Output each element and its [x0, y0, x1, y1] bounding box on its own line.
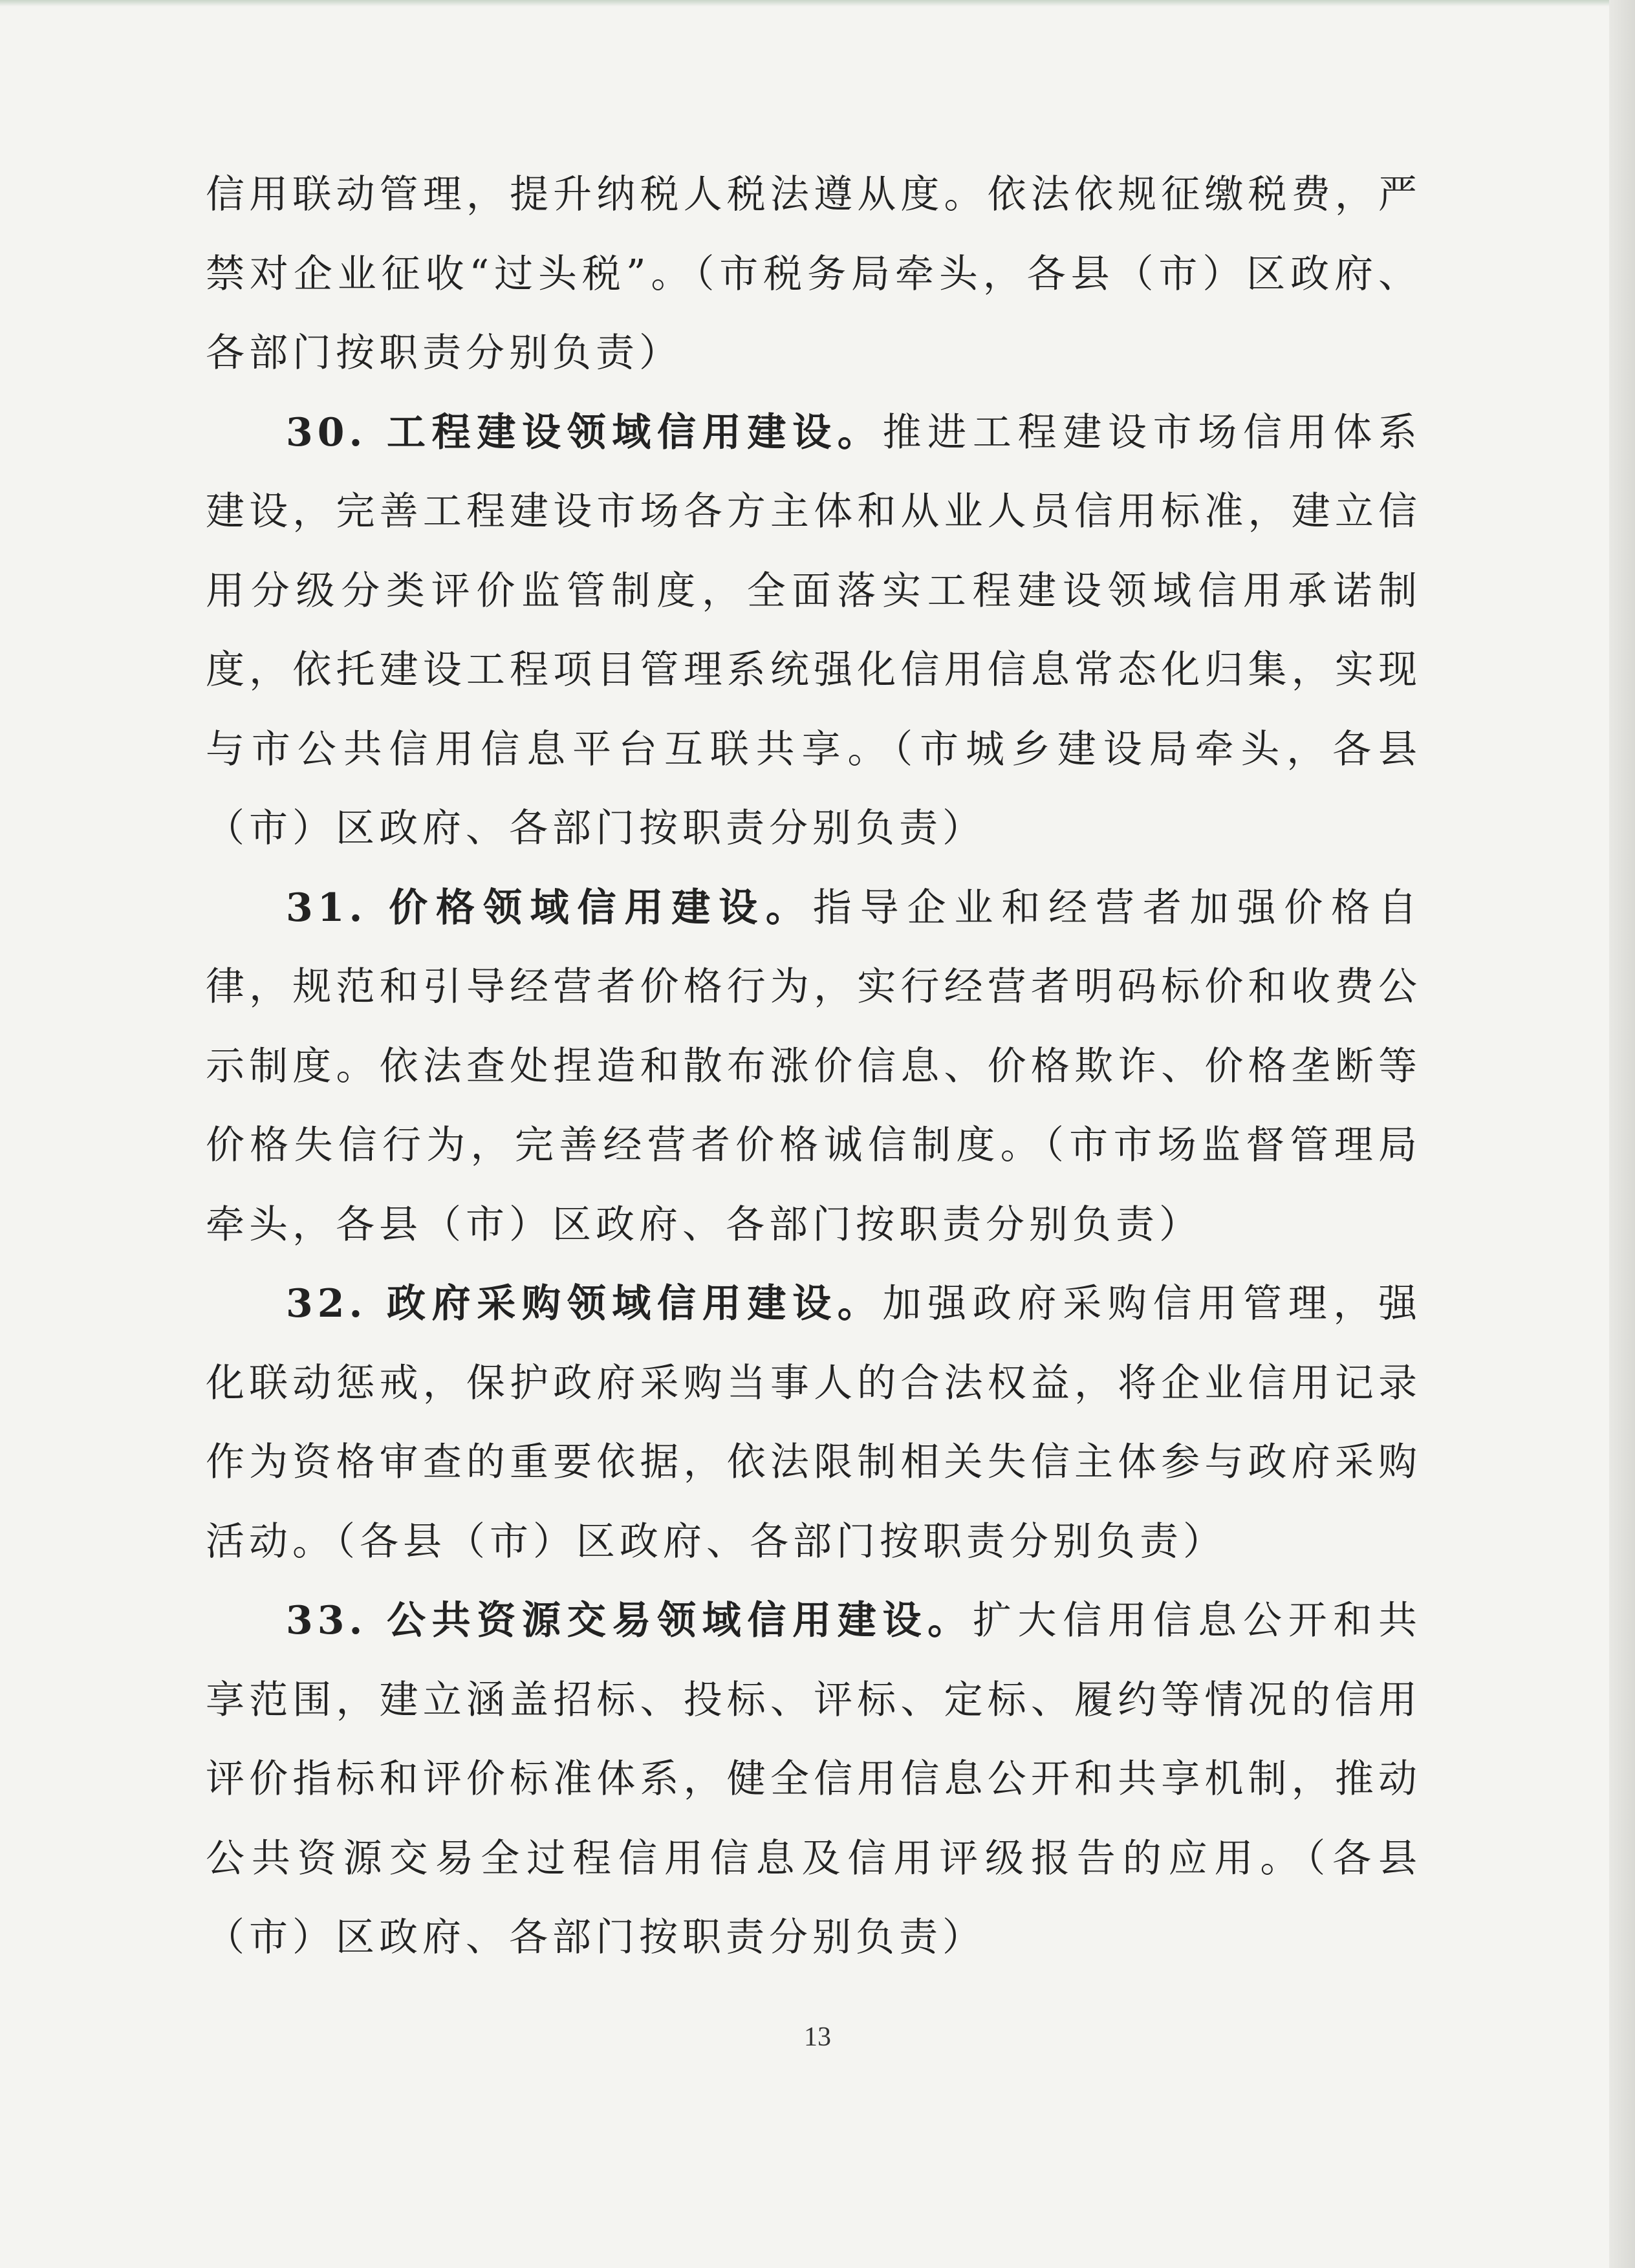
- scan-edge-right: [1609, 0, 1635, 2268]
- paragraph-body: 扩大信用信息公开和共享范围，建立涵盖招标、投标、评标、定标、履约等情况的信用评价指标和评价标准体系，健全信用信息公开和共享机制，推动公共资源交易全过程信用信息及信用评级报告的应用。（各县（市）区政府、各部门按职责分别负责）: [206, 1598, 1422, 1960]
- paragraph-item-30: [206, 393, 1422, 869]
- paragraph-heading: 32. 政府采购领域信用建设。: [286, 1281, 883, 1326]
- paragraph-item-32: [206, 1264, 1422, 1581]
- paragraph-heading: 33. 公共资源交易领域信用建设。: [286, 1598, 973, 1643]
- paragraph-body: 加强政府采购信用管理，强化联动惩戒，保护政府采购当事人的合法权益，将企业信用记录作为资格审查的重要依据，依法限制相关失信主体参与政府采购活动。（各县（市）区政府、各部门按职责分别负责）: [206, 1281, 1422, 1564]
- paragraph-body: 推进工程建设市场信用体系建设，完善工程建设市场各方主体和从业人员信用标准，建立信用分级分类评价监管制度，全面落实工程建设领域信用承诺制度，依托建设工程项目管理系统强化信用信息常态化归集，实现与市公共信用信息平台互联共享。（市城乡建设局牵头，各县（市）区政府、各部门按职责分别负责）: [206, 409, 1422, 851]
- paragraph-body: 信用联动管理，提升纳税人税法遵从度。依法依规征缴税费，严禁对企业征收“过头税”。（市税务局牵头，各县（市）区政府、各部门按职责分别负责）: [206, 172, 1422, 376]
- paragraph-item-33: [206, 1581, 1422, 1978]
- page-number: 13: [804, 2022, 831, 2052]
- paragraph-body: 指导企业和经营者加强价格自律，规范和引导经营者价格行为，实行经营者明码标价和收费公示制度。依法查处捏造和散布涨价信息、价格欺诈、价格垄断等价格失信行为，完善经营者价格诚信制度。（市市场监督管理局牵头，各县（市）区政府、各部门按职责分别负责）: [206, 885, 1422, 1247]
- document-page: [206, 155, 1422, 1978]
- paragraph-heading: 31. 价格领域信用建设。: [286, 885, 813, 931]
- paragraph-continuation: [206, 155, 1422, 393]
- paragraph-item-31: [206, 869, 1422, 1265]
- paragraph-heading: 30. 工程建设领域信用建设。: [286, 409, 883, 455]
- scan-edge-top: [0, 0, 1635, 6]
